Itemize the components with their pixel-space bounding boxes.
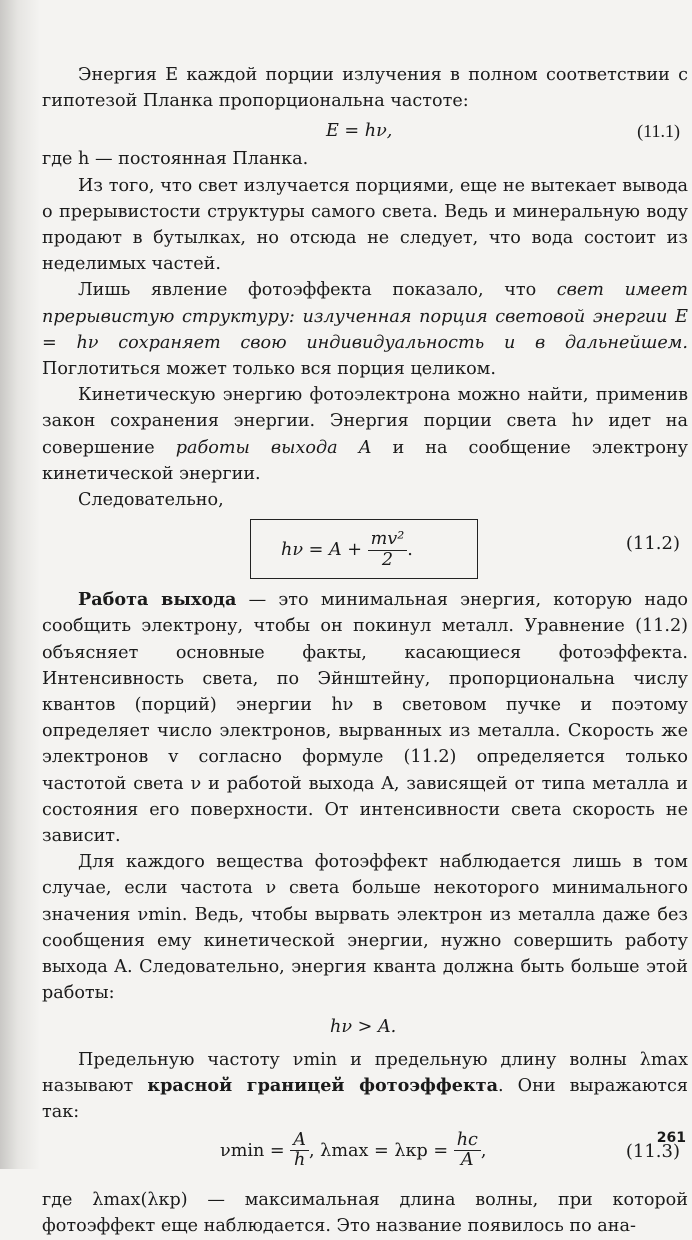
equation-11-3-f2-denominator: A [460,1150,474,1171]
equation-11-3-fraction-2 [454,1131,481,1171]
equation-11-2-frame [250,519,478,579]
paragraph-kinetic-energy [42,382,688,487]
work-function-term: работы выхода A [175,437,372,458]
equation-11-2-denominator: 2 [381,549,394,570]
equation-11-3-comma: , [480,1140,487,1161]
photoeffect-tail: Поглотиться может только вся порция целиком. [42,359,496,380]
equation-11-3 [42,1125,688,1187]
equation-11-3-f1-denominator: h [293,1150,306,1171]
equation-11-3-f1-numerator: A [290,1131,309,1151]
equation-11-2-numerator: mv² [368,530,408,550]
paragraph-discrete-light: Из того, что свет излучается порциями, еще не вытекает вывода о прерывистости структуры самого света. Ведь и минеральную воду продают в бутылках, но отсюда не следует, что вода состоит из неделимых частей. [42,175,688,275]
paragraph-red-boundary [42,1047,688,1126]
equation-11-1 [42,114,688,148]
paragraph-planck-energy: Энергия E каждой порции излучения в полном соответствии с гипотезой Планка пропорциональна частоте: [42,65,688,112]
paragraph-threshold-frequency: Для каждого вещества фотоэффект наблюдается лишь в том случае, если частота ν света больше некоторого минимального значения νmin. Ведь, чтобы вырвать электрон из металла даже без сообщения ему кинетической энергии, нужно совершить работу выхода A. Следовательно, энергия кванта должна быть больше этой работы: [42,852,688,1004]
kinetic-tail: и на сообщение электрону кинетической энергии. [42,437,688,484]
equation-11-3-fraction-1 [290,1131,309,1171]
work-function-body: — это минимальная энергия, которую надо сообщить электрону, чтобы он покинул металл. Уравнение (11.2) объясняет основные факты, касающиеся фотоэффекта. Интенсивность света, по Эйнштейну, пропорциональна числу квантов (порций) энергии hν в световом пучке и поэтому определяет число электронов, вырванных из металла. Скорость же электронов v согласно формуле (11.2) определяется только частотой света ν и работой выхода A, зависящей от типа металла и состояния его поверхности. От интенсивности света скорость не зависит. [42,590,688,847]
paragraph-work-function [42,587,688,849]
equation-11-2-left: hν = A + [281,540,362,561]
paragraph-lambda-max: где λmax(λкр) — максимальная длина волны, при которой фотоэффект еще наблюдается. Это название появилось по ана- [42,1190,688,1237]
equation-11-3-number: (11.3) [625,1141,680,1163]
equation-11-2-period: . [407,540,413,561]
red-boundary-tail: . Они выражаются так: [42,1075,688,1122]
red-boundary-lead: Предельную частоту νmin и предельную длину волны λmax называют [42,1049,688,1096]
paragraph-photoeffect-structure [42,277,688,382]
photoeffect-italic-statement: свет имеет прерывистую структуру: излученная порция световой энергии E = hν сохраняет свою индивидуальность и в дальнейшем. [42,280,688,353]
page-number: 261 [656,1130,686,1146]
equation-11-3-lambda: , λmax = λкр = [308,1140,449,1161]
page-body [42,56,688,1240]
work-function-heading: Работа выхода [78,589,237,611]
equation-11-1-body: E = hν, [326,121,393,142]
equation-inequality [42,1007,688,1047]
red-boundary-term: красной границей фотоэффекта [147,1074,498,1096]
paragraph-planck-constant: где h — постоянная Планка. [42,149,309,170]
equation-11-3-nu-min: νmin = [220,1140,285,1161]
photoeffect-lead: Лишь явление фотоэффекта показало, что [78,280,557,301]
equation-11-2-number: (11.2) [625,533,680,555]
equation-11-1-number: (11.1) [637,121,680,142]
equation-11-2 [42,519,688,583]
paragraph-therefore: Следовательно, [78,490,224,511]
equation-11-3-f2-numerator: hc [454,1131,481,1151]
page-binding-shadow [0,0,40,1169]
equation-inequality-body: hν > A. [330,1016,397,1037]
equation-11-2-fraction [368,530,408,570]
kinetic-lead: Кинетическую энергию фотоэлектрона можно найти, применив закон сохранения энергии. Энергия порции света hν идет на совершение [42,385,688,458]
